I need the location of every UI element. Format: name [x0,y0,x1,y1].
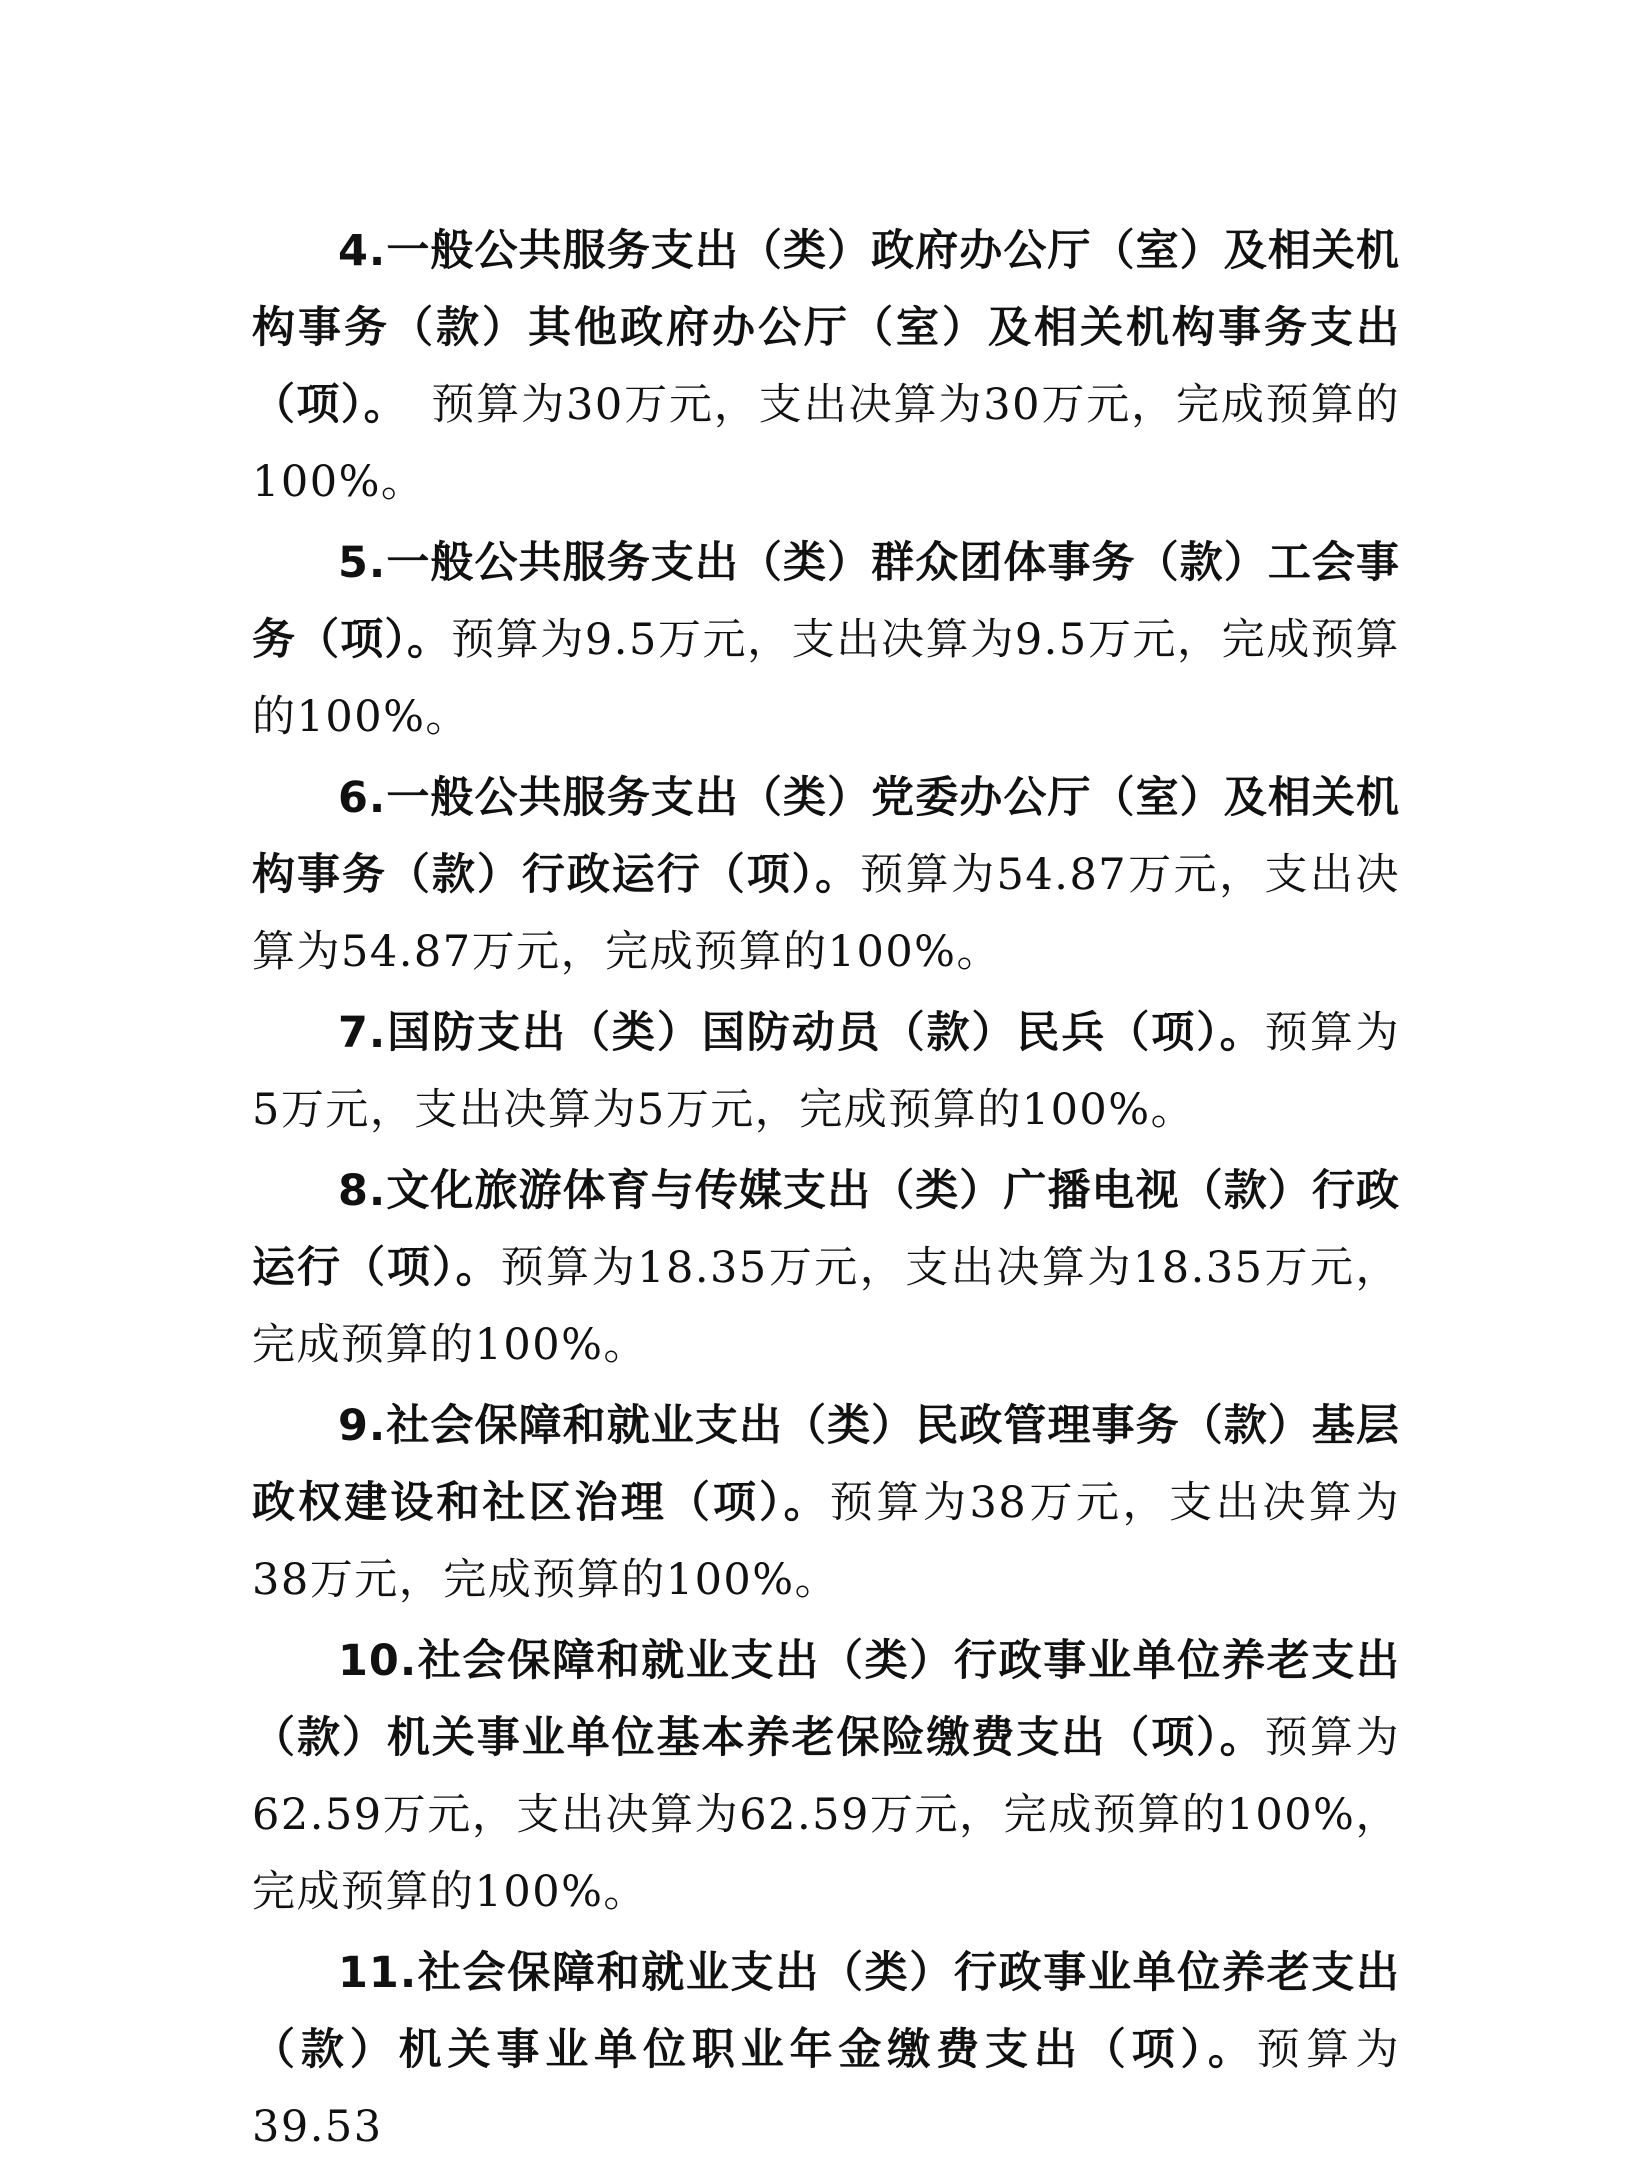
item-9-figures: 预算为38万元，支出决算为38万元，完成预算的100%。 [252,1478,1401,1605]
item-10-figures: 预算为62.59万元，支出决算为62.59万元，完成预算的100%，完成预算的100%。 [252,1713,1401,1917]
item-4-heading: 4.一般公共服务支出（类）政府办公厅（室）及相关机构事务（款）其他政府办公厅（室）及相关机构事务支出（项）。 [252,226,1400,430]
item-9-heading: 9.社会保障和就业支出（类）民政管理事务（款）基层政权建设和社区治理（项）。 [252,1401,1400,1528]
paragraph-item-7 [252,995,1400,1149]
item-6-heading: 6.一般公共服务支出（类）党委办公厅（室）及相关机构事务（款）行政运行（项）。 [252,773,1400,900]
item-5-figures: 预算为9.5万元，支出决算为9.5万元，完成预算的100%。 [252,615,1400,742]
paragraph-item-4 [252,213,1400,521]
document-body [252,213,1400,2170]
item-11-figures: 预算为39.53 [252,2025,1401,2152]
item-5-heading: 5.一般公共服务支出（类）群众团体事务（款）工会事务（项）。 [252,538,1400,665]
item-6-figures: 预算为54.87万元，支出决算为54.87万元，完成预算的100%。 [252,850,1401,977]
item-11-heading: 11.社会保障和就业支出（类）行政事业单位养老支出（款）机关事业单位职业年金缴费支出（项）。 [252,1948,1400,2075]
item-7-figures: 预算为5万元，支出决算为5万元，完成预算的100%。 [252,1008,1400,1135]
paragraph-item-8 [252,1153,1400,1384]
item-10-heading: 10.社会保障和就业支出（类）行政事业单位养老支出（款）机关事业单位基本养老保险缴费支出（项）。 [252,1636,1400,1763]
paragraph-item-10 [252,1623,1400,1931]
paragraph-item-6 [252,760,1400,991]
paragraph-item-11 [252,1935,1400,2166]
item-4-figures: 预算为30万元，支出决算为30万元，完成预算的100%。 [252,380,1400,507]
item-8-figures: 预算为18.35万元，支出决算为18.35万元，完成预算的100%。 [252,1243,1401,1370]
item-7-heading: 7.国防支出（类）国防动员（款）民兵（项）。 [338,1008,1265,1058]
paragraph-item-9 [252,1388,1400,1619]
paragraph-item-5 [252,525,1400,756]
item-8-heading: 8.文化旅游体育与传媒支出（类）广播电视（款）行政运行（项）。 [252,1166,1400,1293]
